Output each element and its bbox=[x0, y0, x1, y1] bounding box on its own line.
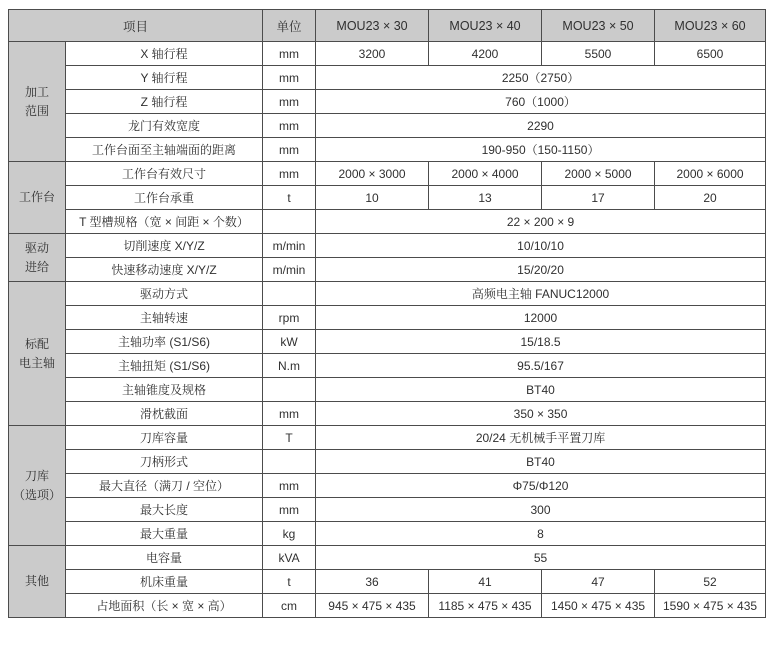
value-cell-span: 20/24 无机械手平置刀库 bbox=[316, 426, 766, 450]
group-label: 其他 bbox=[24, 574, 49, 589]
unit-cell: m/min bbox=[263, 234, 316, 258]
spec-label-cell: 刀库容量 bbox=[66, 426, 263, 450]
table-row bbox=[9, 330, 766, 354]
value-cell: 10 bbox=[316, 186, 429, 210]
unit-cell: kVA bbox=[263, 546, 316, 570]
table-row bbox=[9, 546, 766, 570]
table-row bbox=[9, 258, 766, 282]
group-cell bbox=[9, 42, 66, 162]
value-cell: 17 bbox=[542, 186, 655, 210]
value-cell: 36 bbox=[316, 570, 429, 594]
value-cell-span: 95.5/167 bbox=[316, 354, 766, 378]
group-label: 电主轴 bbox=[18, 355, 55, 370]
value-cell-span: 12000 bbox=[316, 306, 766, 330]
unit-cell: mm bbox=[263, 90, 316, 114]
group-label: 刀库 bbox=[24, 468, 49, 483]
value-cell-span: 15/20/20 bbox=[316, 258, 766, 282]
spec-label-cell: Y 轴行程 bbox=[66, 66, 263, 90]
value-cell-span: 350 × 350 bbox=[316, 402, 766, 426]
table-row bbox=[9, 426, 766, 450]
value-cell-span: 高频电主轴 FANUC12000 bbox=[316, 282, 766, 306]
group-label: 工作台 bbox=[18, 190, 55, 205]
table-row bbox=[9, 66, 766, 90]
column-header-unit: 单位 bbox=[263, 10, 316, 42]
unit-cell: m/min bbox=[263, 258, 316, 282]
value-cell: 1185 × 475 × 435 bbox=[429, 594, 542, 618]
value-cell-span: 2250（2750） bbox=[316, 66, 766, 90]
spec-table bbox=[8, 9, 766, 618]
value-cell-span: 15/18.5 bbox=[316, 330, 766, 354]
column-header-model: MOU23 × 60 bbox=[655, 10, 766, 42]
group-label: 进给 bbox=[24, 259, 49, 274]
value-cell-span: 300 bbox=[316, 498, 766, 522]
value-cell: 2000 × 5000 bbox=[542, 162, 655, 186]
value-cell: 2000 × 3000 bbox=[316, 162, 429, 186]
column-header-model: MOU23 × 50 bbox=[542, 10, 655, 42]
unit-cell: mm bbox=[263, 474, 316, 498]
spec-label-cell: 主轴转速 bbox=[66, 306, 263, 330]
group-cell bbox=[9, 426, 66, 546]
table-row bbox=[9, 186, 766, 210]
table-row bbox=[9, 210, 766, 234]
unit-cell: t bbox=[263, 186, 316, 210]
value-cell-span: BT40 bbox=[316, 378, 766, 402]
value-cell: 5500 bbox=[542, 42, 655, 66]
spec-label-cell: 主轴功率 (S1/S6) bbox=[66, 330, 263, 354]
unit-cell: kW bbox=[263, 330, 316, 354]
spec-label-cell: T 型槽规格（宽 × 间距 × 个数） bbox=[66, 210, 263, 234]
group-cell bbox=[9, 162, 66, 234]
unit-cell bbox=[263, 450, 316, 474]
value-cell: 20 bbox=[655, 186, 766, 210]
unit-cell: N.m bbox=[263, 354, 316, 378]
spec-label-cell: 工作台面至主轴端面的距离 bbox=[66, 138, 263, 162]
table-row bbox=[9, 138, 766, 162]
unit-cell: rpm bbox=[263, 306, 316, 330]
spec-label-cell: 最大直径（满刀 / 空位） bbox=[66, 474, 263, 498]
value-cell: 2000 × 6000 bbox=[655, 162, 766, 186]
table-row bbox=[9, 450, 766, 474]
value-cell-span: 55 bbox=[316, 546, 766, 570]
spec-label-cell: 主轴扭矩 (S1/S6) bbox=[66, 354, 263, 378]
unit-cell: mm bbox=[263, 498, 316, 522]
value-cell: 13 bbox=[429, 186, 542, 210]
unit-cell: mm bbox=[263, 66, 316, 90]
unit-cell bbox=[263, 282, 316, 306]
group-label: 标配 bbox=[24, 336, 49, 351]
spec-label-cell: 主轴锥度及规格 bbox=[66, 378, 263, 402]
spec-label-cell: 最大重量 bbox=[66, 522, 263, 546]
unit-cell: mm bbox=[263, 138, 316, 162]
spec-label-cell: 滑枕截面 bbox=[66, 402, 263, 426]
table-row bbox=[9, 522, 766, 546]
group-cell bbox=[9, 546, 66, 618]
spec-label-cell: 切削速度 X/Y/Z bbox=[66, 234, 263, 258]
unit-cell: mm bbox=[263, 114, 316, 138]
unit-cell bbox=[263, 378, 316, 402]
value-cell: 1450 × 475 × 435 bbox=[542, 594, 655, 618]
unit-cell: cm bbox=[263, 594, 316, 618]
spec-label-cell: Z 轴行程 bbox=[66, 90, 263, 114]
spec-label-cell: 机床重量 bbox=[66, 570, 263, 594]
value-cell-span: 760（1000） bbox=[316, 90, 766, 114]
table-row bbox=[9, 42, 766, 66]
spec-label-cell: 工作台承重 bbox=[66, 186, 263, 210]
value-cell-span: 8 bbox=[316, 522, 766, 546]
table-row bbox=[9, 594, 766, 618]
spec-label-cell: 工作台有效尺寸 bbox=[66, 162, 263, 186]
value-cell-span: 10/10/10 bbox=[316, 234, 766, 258]
column-header-model: MOU23 × 40 bbox=[429, 10, 542, 42]
value-cell: 6500 bbox=[655, 42, 766, 66]
value-cell: 945 × 475 × 435 bbox=[316, 594, 429, 618]
spec-label-cell: 龙门有效宽度 bbox=[66, 114, 263, 138]
value-cell: 52 bbox=[655, 570, 766, 594]
spec-label-cell: 占地面积（长 × 宽 × 高） bbox=[66, 594, 263, 618]
unit-cell: T bbox=[263, 426, 316, 450]
unit-cell: mm bbox=[263, 402, 316, 426]
unit-cell: mm bbox=[263, 162, 316, 186]
value-cell: 47 bbox=[542, 570, 655, 594]
unit-cell bbox=[263, 210, 316, 234]
group-cell bbox=[9, 234, 66, 282]
group-label: 范围 bbox=[24, 103, 49, 118]
value-cell-span: BT40 bbox=[316, 450, 766, 474]
table-row bbox=[9, 354, 766, 378]
table-row bbox=[9, 570, 766, 594]
group-cell bbox=[9, 282, 66, 426]
spec-label-cell: 快速移动速度 X/Y/Z bbox=[66, 258, 263, 282]
table-row bbox=[9, 162, 766, 186]
table-row bbox=[9, 114, 766, 138]
table-row bbox=[9, 234, 766, 258]
unit-cell: t bbox=[263, 570, 316, 594]
value-cell: 2000 × 4000 bbox=[429, 162, 542, 186]
table-row bbox=[9, 498, 766, 522]
table-row bbox=[9, 90, 766, 114]
spec-table-header bbox=[9, 10, 766, 42]
column-header-item: 项目 bbox=[9, 10, 263, 42]
group-label: 加工 bbox=[24, 84, 49, 99]
value-cell-span: Φ75/Φ120 bbox=[316, 474, 766, 498]
spec-label-cell: 最大长度 bbox=[66, 498, 263, 522]
table-row bbox=[9, 402, 766, 426]
spec-label-cell: 刀柄形式 bbox=[66, 450, 263, 474]
value-cell-span: 190-950（150-1150） bbox=[316, 138, 766, 162]
table-row bbox=[9, 306, 766, 330]
value-cell: 3200 bbox=[316, 42, 429, 66]
table-row bbox=[9, 378, 766, 402]
value-cell-span: 22 × 200 × 9 bbox=[316, 210, 766, 234]
column-header-model: MOU23 × 30 bbox=[316, 10, 429, 42]
value-cell-span: 2290 bbox=[316, 114, 766, 138]
value-cell: 4200 bbox=[429, 42, 542, 66]
spec-label-cell: X 轴行程 bbox=[66, 42, 263, 66]
unit-cell: kg bbox=[263, 522, 316, 546]
value-cell: 1590 × 475 × 435 bbox=[655, 594, 766, 618]
unit-cell: mm bbox=[263, 42, 316, 66]
spec-label-cell: 电容量 bbox=[66, 546, 263, 570]
group-label: 驱动 bbox=[24, 240, 49, 255]
group-label: （选项） bbox=[12, 487, 61, 502]
table-row bbox=[9, 282, 766, 306]
value-cell: 41 bbox=[429, 570, 542, 594]
table-row bbox=[9, 474, 766, 498]
spec-label-cell: 驱动方式 bbox=[66, 282, 263, 306]
spec-table-body bbox=[9, 42, 766, 618]
